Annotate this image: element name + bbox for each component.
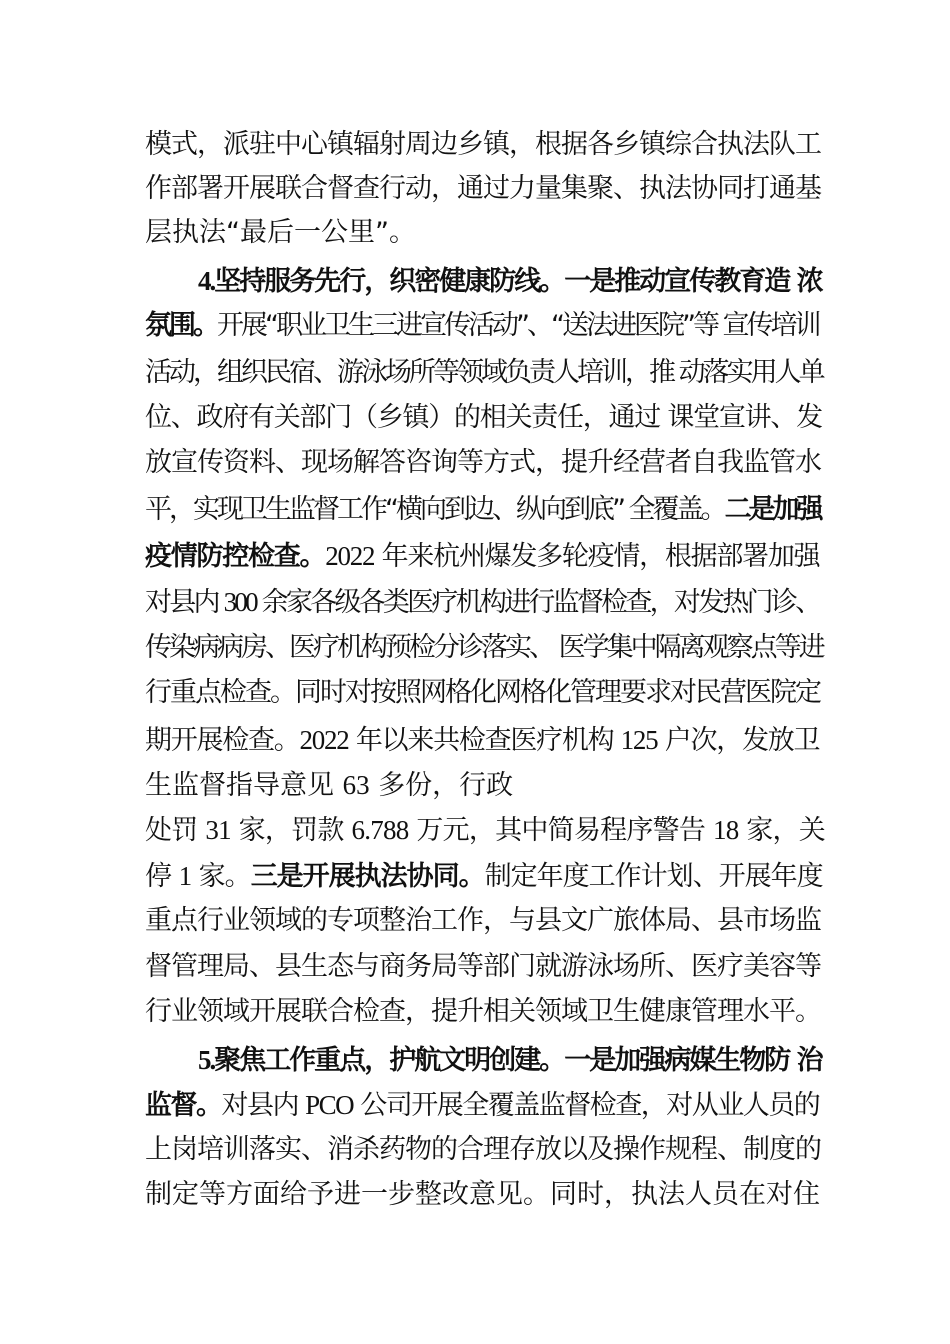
text-run: 年来杭州爆发多轮疫情，根据部署加强 <box>374 541 820 572</box>
text-line <box>145 807 825 853</box>
text-run: 家，关 <box>738 815 826 846</box>
text-run: 督管理局、县生态与商务局等部门就游泳场所、医疗美容等 <box>145 951 821 982</box>
text-run: 余家各级各类医疗机构进行监督检查，对发热门诊、 <box>255 587 820 618</box>
text-run: 平，实现卫生监督工作“横向到边、纵向到底” 全覆盖。 <box>145 494 725 525</box>
text-run: 户次，发放卫 <box>657 725 820 756</box>
text-run: 上岗培训落实、消杀药物的合理存放以及操作规程、制度的 <box>145 1134 821 1165</box>
text-line <box>145 670 825 716</box>
number-run: 300 <box>223 587 256 617</box>
text-run: 生监督指导意见 <box>145 770 343 801</box>
text-line <box>145 1127 825 1173</box>
text-line <box>145 533 825 579</box>
text-run: 停 <box>145 861 179 892</box>
number-run: 18 <box>712 815 739 845</box>
text-run-bold: 监督。 <box>145 1090 222 1121</box>
text-run-bold: 三是开展执法协同。 <box>250 861 485 892</box>
number-run: 6.788 <box>351 815 409 845</box>
text-line <box>145 898 825 944</box>
number-run: 2022 <box>325 541 375 571</box>
text-line <box>145 989 825 1035</box>
text-line <box>145 303 825 349</box>
text-line <box>145 853 825 899</box>
text-line <box>145 487 825 533</box>
text-line <box>145 350 825 396</box>
text-line <box>145 395 825 441</box>
text-run: 公司开展全覆盖监督检查，对从业人员的 <box>353 1090 820 1121</box>
number-run: 31 <box>205 815 231 845</box>
text-line <box>145 944 825 990</box>
text-run: 行业领域开展联合检查，提升相关领域卫生健康管理水平。 <box>145 996 821 1027</box>
text-line <box>145 440 825 486</box>
text-line <box>145 210 825 256</box>
text-line <box>145 1082 825 1128</box>
text-run: 多份，行政 <box>369 770 514 801</box>
text-line <box>145 717 825 763</box>
text-line <box>145 166 825 212</box>
number-run: 63 <box>342 770 370 800</box>
text-run: 传染病病房、医疗机构预检分诊落实、 医学集中隔离观察点等进 <box>145 632 823 663</box>
text-line <box>145 122 825 168</box>
number-run: PCO <box>305 1090 354 1120</box>
text-line <box>145 625 825 671</box>
text-run: 处罚 <box>145 815 206 846</box>
section-number: 4. <box>198 266 215 296</box>
text-run: 重点行业领域的专项整治工作，与县文广旅体局、县市场监 <box>145 905 821 936</box>
text-run-bold: 氛围。 <box>145 310 217 341</box>
text-run: 对县内 <box>145 587 224 618</box>
section-heading <box>198 1037 825 1083</box>
number-run: 1 <box>178 861 192 891</box>
text-run: 开展“职业卫生三进宣传活动”、“送法进医院”等 宣传培训 <box>217 310 819 341</box>
text-run: 位、政府有关部门（乡镇）的相关责任，通过 课堂宣讲、发 <box>145 402 822 433</box>
number-run: 2022 <box>299 725 349 755</box>
text-run: 期开展检查。 <box>145 725 300 756</box>
section-heading <box>198 258 825 304</box>
text-line <box>145 762 825 808</box>
text-run: 活动，组织民宿、游泳场所等领域负责人培训，推 动落实用人单 <box>145 357 823 388</box>
text-run-bold: 聚焦工作重点，护航文明创建。一是加强病媒生物防 治 <box>214 1045 822 1076</box>
text-run: 制定等方面给予进一步整改意见。同时，执法人员在对住 <box>145 1179 820 1210</box>
text-line <box>145 579 825 625</box>
text-line <box>145 1172 825 1218</box>
text-run: 制定年度工作计划、开展年度 <box>484 861 823 892</box>
text-run: 对县内 <box>221 1090 306 1121</box>
text-run: 层执法“最后一公里”。 <box>145 217 416 248</box>
text-run: 家。 <box>191 861 251 892</box>
text-run-bold: 二是加强 <box>724 494 821 525</box>
section-number: 5. <box>198 1045 215 1075</box>
text-run-bold: 疫情防控检查。 <box>145 541 326 572</box>
text-run-bold: 坚持服务先行，织密健康防线。一是推动宣传教育造 浓 <box>214 266 822 297</box>
text-run: 行重点检查。同时对按照网格化网格化管理要求对民营医院定 <box>145 677 820 708</box>
text-run: 模式，派驻中心镇辐射周边乡镇，根据各乡镇综合执法队工 <box>145 129 821 160</box>
text-run: 放宣传资料、现场解答咨询等方式，提升经营者自我监管水 <box>145 447 821 478</box>
number-run: 125 <box>620 725 658 755</box>
text-run: 作部署开展联合督查行动，通过力量集聚、执法协同打通基 <box>145 173 821 204</box>
text-run: 年以来共检查医疗机构 <box>348 725 621 756</box>
text-run: 家，罚款 <box>230 815 352 846</box>
text-run: 万元，其中简易程序警告 <box>408 815 713 846</box>
